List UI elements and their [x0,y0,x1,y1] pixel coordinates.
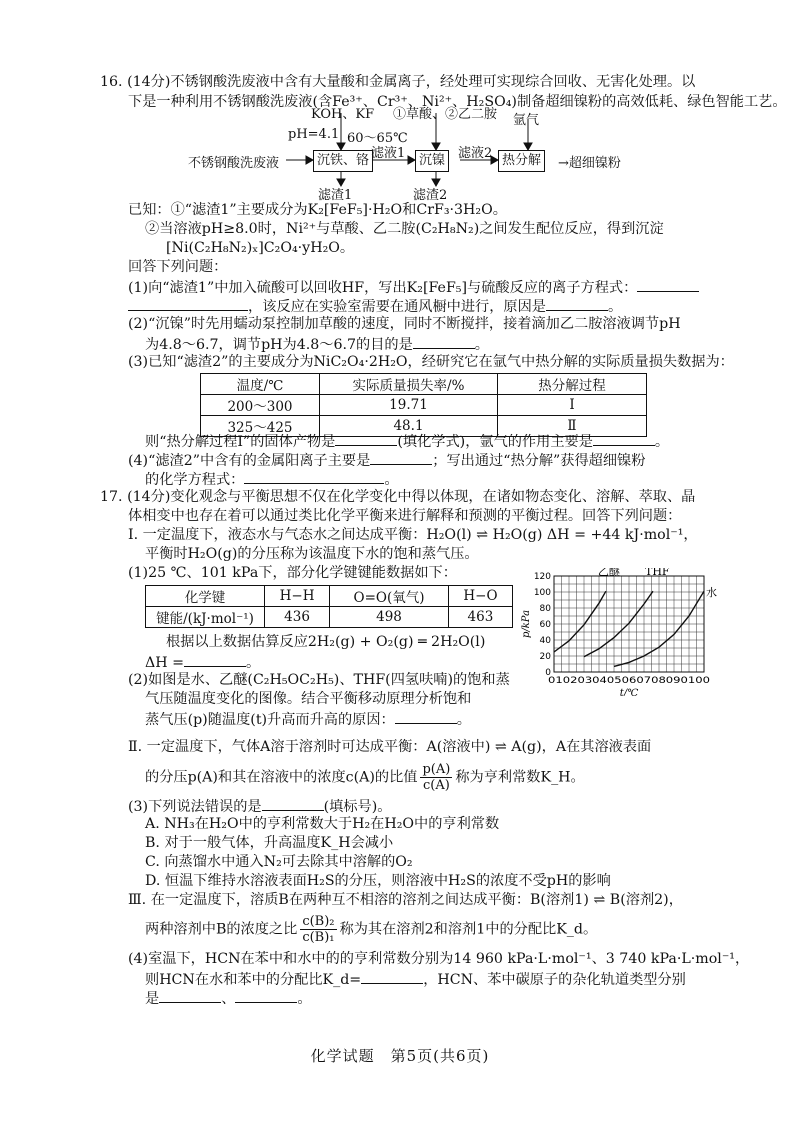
q16-part4-b-text: 的化学方程式： [145,472,245,488]
table-header: 实际质量损失率/% [320,374,498,395]
y-tick-label: 60 [539,620,551,630]
answer-blank [395,709,457,724]
table-cell: 200～300 [201,395,320,416]
q17-part4-text-3: 是 [145,991,160,1007]
series-line [554,591,606,652]
y-tick-label: 100 [533,588,551,598]
table-header-row [201,374,647,395]
q17-part1-reaction: 根据以上数据估算反应2H₂(g) + O₂(g) ═ 2H₂O(l) [166,634,486,650]
answer-blank [546,296,608,311]
q16-part3-question: 则“热分解过程Ⅰ”的固体产物是 (填化学式)，氩气的作用主要是 。 [145,431,669,452]
y-tick-label: 0 [545,668,551,678]
fraction-denominator: c(A) [423,778,450,793]
q17-part1-answer: ΔH = 。 [145,652,260,673]
q17-part3-text: (3)下列说法错误的是 [128,799,262,815]
answer-blank [361,969,423,984]
table-cell: Ⅱ [498,416,647,437]
table-row [146,607,513,628]
answer-blank [184,652,246,667]
page-footer: 化学试题 第5页(共6页) [310,1047,490,1065]
q17-part3-text-2: (填标号)。 [323,799,392,815]
fraction-numerator: c(B)₂ [302,914,335,929]
q17-line1: 17. (14分)变化观念与平衡思想不仅在化学变化中得以体现，在诸如物态变化、溶解、萃取、晶 [100,489,696,505]
y-tick-label: 20 [539,652,551,662]
q17-section2-text: 的分压p(A)和其在溶液中的浓度c(A)的比值 [145,769,418,786]
option-a: A. NH₃在H₂O中的亨利常数大于H₂在H₂O中的亨利常数 [145,816,500,832]
table-cell: 325～425 [201,416,320,437]
answer-blank [244,469,384,484]
answer-blank [637,277,699,292]
q17-part4-b [145,969,686,990]
q16-line1: 16. (14分)不锈钢酸洗废液中含有大量酸和金属离子，经处理可实现综合回收、无害化处理。以 [100,74,696,90]
q17-part2-c-text: 蒸气压(p)随温度(t)升高而升高的原因： [145,712,395,728]
q16-part3-text-1: 则“热分解过程Ⅰ”的固体产物是 [145,434,336,450]
q17-section2-line2 [145,762,585,793]
q17-line2: 体相变中也存在着可以通过类比化学平衡来进行解释和预测的平衡过程。回答下列问题： [128,508,682,524]
answer-blank [593,431,655,446]
table-cell: 498 [330,607,449,628]
y-axis-label: p/kPa [521,609,532,639]
q17-section3-line2 [145,914,597,945]
box-iron-chromium-precipitation: 沉铁、铬 [313,150,373,172]
option-c: C. 向蒸馏水中通入N₂可去除其中溶解的O₂ [145,854,413,870]
table-header: 热分解过程 [498,374,647,395]
q17-section3-text-2: 称为其在溶剂2和溶剂1中的分配比K_d。 [339,921,598,938]
option-b: B. 对于一般气体，升高温度K_H会减小 [145,835,394,851]
table-header-row [146,586,513,607]
box-nickel-precipitation: 沉镍 [415,150,449,172]
condition-ph: pH=4.1 [288,127,340,142]
q17-part4-end: 。 [297,991,312,1007]
vapor-pressure-svg [520,568,720,696]
y-tick-label: 40 [539,636,551,646]
q17-part2-a: (2)如图是水、乙醚(C₂H₅OC₂H₅)、THF(四氢呋喃)的饱和蒸 [128,672,510,688]
henry-constant-fraction [420,762,452,793]
partition-ratio-fraction [300,914,336,945]
table-header: 化学键 [146,586,265,607]
label-filtrate1: 滤液1 [371,146,406,161]
table-header: 温度/℃ [201,374,320,395]
answer-blank [235,988,297,1003]
table-header: O=O(氧气) [330,586,449,607]
reagent-oxalic-ethylenediamine: ①草酸、②乙二胺 [393,107,498,122]
table-row [201,395,647,416]
q16-part1-b: ，该反应在实验室需要在通风橱中进行，原因是 。 [128,296,622,317]
mass-loss-table [200,373,647,437]
x-tick-labels: 0102030405060708090100 [548,676,711,686]
q16-part2-b: 为4.8～6.7，调节pH为4.8～6.7的目的是 。 [145,334,489,355]
q17-part4-text-1: 则HCN在水和苯中的分配比K_d= [145,972,362,988]
y-tick-label: 80 [539,604,551,614]
table-header: H−H [265,586,330,607]
known-3: [Ni(C₂H₈N₂)ₓ]C₂O₄·yH₂O。 [166,240,355,256]
q16-part2-b-text: 为4.8～6.7，调节pH为4.8～6.7的目的是 [145,337,413,353]
table-cell: 键能/(kJ·mol⁻¹) [146,607,265,628]
q17-part4-a: (4)室温下，HCN在苯中和水中的的亨利常数分别为14 960 kPa·L·mol⁻¹、3 740 kPa·L·mol⁻¹， [128,951,750,967]
series-label: 乙醚 [597,568,620,578]
fraction-numerator: p(A) [422,762,451,777]
table-cell: Ⅰ [498,395,647,416]
q17-section1-line2: 平衡时H₂O(g)的分压称为该温度下水的饱和蒸气压。 [145,546,479,562]
q16-part3-text-2: (填化学式)，氩气的作用主要是 [397,434,593,450]
q17-section2-line1: Ⅱ. 一定温度下，气体A溶于溶剂时可达成平衡：A(溶液中) ⇌ A(g)，A在其溶液表面 [128,739,652,755]
condition-temperature: 60～65℃ [347,131,408,146]
q16-part1-b-text: ，该反应在实验室需要在通风橱中进行，原因是 [248,299,546,315]
series-label: 水 [706,586,717,599]
q17-part1: (1)25 ℃、101 kPa下，部分化学键键能数据如下： [128,565,457,581]
flow-product: →超细镍粉 [558,156,621,171]
table-cell: 463 [448,607,512,628]
fraction-denominator: c(B)₁ [302,930,335,945]
vapor-pressure-chart [520,568,720,696]
answer-blank [128,296,248,311]
answer-blank [262,796,324,811]
q16-part2-a: (2)“沉镍”时先用蠕动泵控制加草酸的速度，同时不断搅拌，接着滴加乙二胺溶液调节pH [128,316,681,332]
known-2: ②当溶液pH≥8.0时，Ni²⁺与草酸、乙二胺(C₂H₈N₂)之间发生配位反应，得到沉淀 [145,221,664,237]
x-axis-label: t/℃ [619,688,639,696]
label-residue1: 滤渣1 [318,188,353,203]
table-header: H−O [448,586,512,607]
answer-blank [370,450,432,465]
q16-part4-text-2: ；写出通过“热分解”获得超细镍粉 [432,453,646,469]
q17-part4-text-2: ，HCN、苯中碳原子的杂化轨道类型分别 [423,972,686,988]
q16-part1-a-text: (1)向“滤渣1”中加入硫酸可以回收HF，写出K₂[FeF₅]与硫酸反应的离子方程式： [128,280,638,296]
label-filtrate2: 滤液2 [458,146,493,161]
q17-part1-answer-text: ΔH = [145,655,185,671]
option-d: D. 恒温下维持水溶液表面H₂S的分压，则溶液中H₂S的浓度不受pH的影响 [145,873,611,889]
q17-part2-c: 蒸气压(p)随温度(t)升高而升高的原因： 。 [145,709,471,730]
table-cell: 19.71 [320,395,498,416]
q17-section3-line1: Ⅲ. 在一定温度下，溶质B在两种互不相溶的溶剂之间达成平衡：B(溶剂1) ⇌ B(溶剂2)， [128,892,683,908]
table-cell: 48.1 [320,416,498,437]
answer-blank [159,988,221,1003]
q16-line2: 下是一种利用不锈钢酸洗废液(含Fe³⁺、Cr³⁺、Ni²⁺、H₂SO₄)制备超细镍粉的高效低耗、绿色智能工艺。 [128,94,787,110]
q16-part4-b: 的化学方程式： 。 [145,469,399,490]
table-cell: 436 [265,607,330,628]
answer-blank [413,334,475,349]
q16-part4-a [128,450,645,471]
bond-energy-table [145,585,513,628]
q17-section1-line1: Ⅰ. 一定温度下，液态水与气态水之间达成平衡：H₂O(l) ⇌ H₂O(g) ΔH = +44 kJ·mol⁻¹， [128,527,698,543]
q17-section3-text: 两种溶剂中B的浓度之比 [145,921,298,938]
series-label: THF [645,568,670,578]
q17-part4-c [145,988,312,1009]
q16-part3: (3)已知“滤渣2”的主要成分为NiC₂O₄·2H₂O，经研究它在氩气中热分解的实际质量损失数据为： [128,354,734,370]
answer-prompt: 回答下列问题： [128,259,228,275]
process-flowchart [128,103,728,203]
y-tick-label: 120 [533,572,551,582]
box-thermal-decomposition: 热分解 [498,150,545,172]
q17-section2-text-2: 称为亨利常数K_H。 [455,769,585,786]
answer-blank [335,431,397,446]
label-residue2: 滤渣2 [413,188,448,203]
q16-part4-text-1: (4)“滤渣2”中含有的金属阳离子主要是 [128,453,371,469]
q16-part1-a [128,277,699,298]
known-1: 已知：①“滤渣1”主要成分为K₂[FeF₅]·H₂O和CrF₃·3H₂O。 [128,202,507,218]
q17-part2-b: 气压随温度变化的图像。结合平衡移动原理分析饱和 [145,691,472,707]
flow-start: 不锈钢酸洗废液 [188,156,280,171]
q17-part3 [128,796,391,817]
reagent-koh-kf: KOH、KF [311,107,375,122]
reagent-argon: 氩气 [513,113,540,128]
q17-part4-separator: 、 [221,991,236,1007]
